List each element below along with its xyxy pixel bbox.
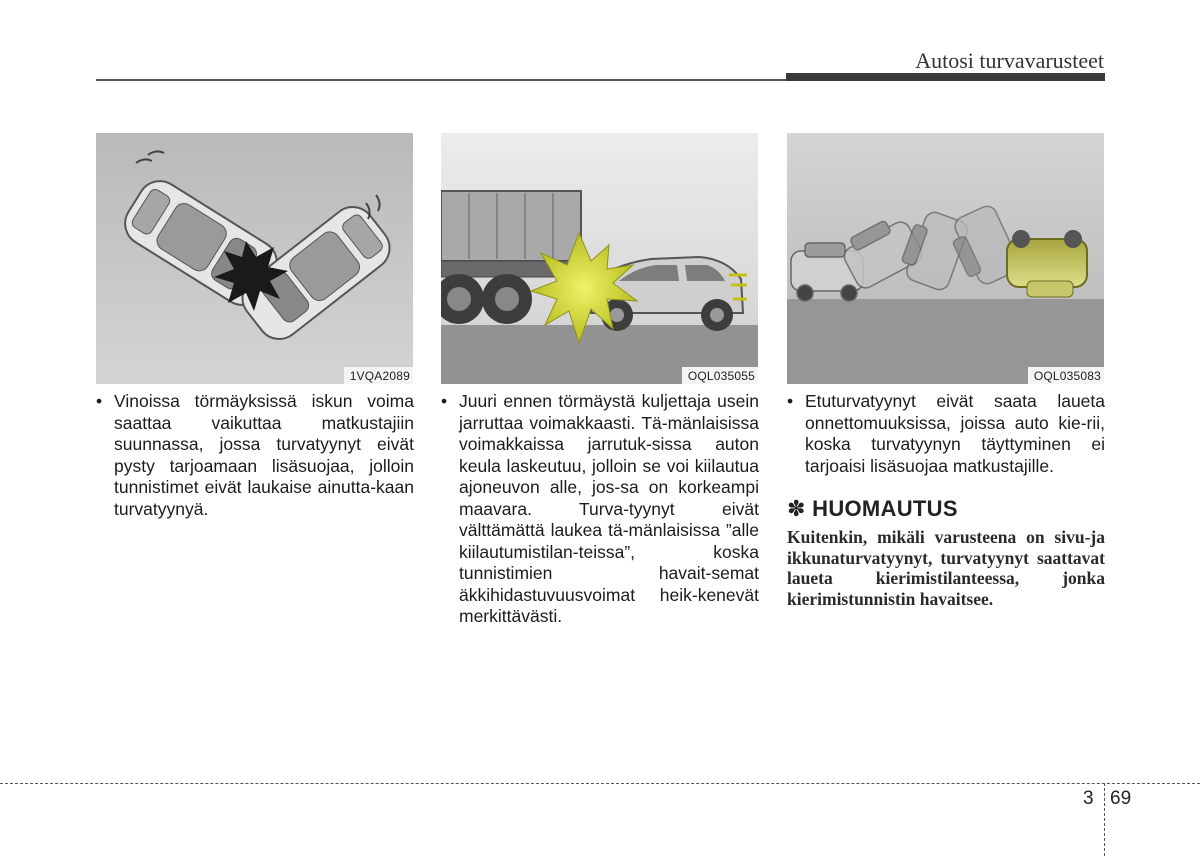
footer-dashed-divider — [1104, 783, 1105, 856]
bullet-oblique-collision — [96, 391, 414, 520]
bullet-braking-underride — [441, 391, 759, 628]
header-rule-thin — [96, 79, 788, 81]
figure-rollover — [787, 133, 1104, 384]
note-body: Kuitenkin, mikäli varusteena on sivu-ja ikkunaturvatyynyt, turvatyynyt saattavat laueta kierimistilanteessa, jonka kierimistunnistin havaitsee. — [787, 527, 1105, 609]
bullet-text: Juuri ennen törmäystä kuljettaja usein jarruttaa voimakkaasti. Tä-mänlaisissa voimakkaissa jarrutuk-sissa auton keula laskeutuu, jolloin se voi kiilautua ajoneuvon alle, jos-sa on korkeampi maavara. Turva-tyynyt eivät välttämättä laukea tä-mänlaisissa ”alle kiilautumistilan-teissa”, koska tunnistimien havait-semat äkkihidastuvuusvoimat heik-kenevät merkittävästi. — [459, 391, 759, 626]
figure-code: OQL035055 — [682, 367, 758, 384]
note-heading: ✽ HUOMAUTUS — [787, 496, 958, 521]
page-header-title: Autosi turvavarusteet — [915, 48, 1104, 73]
chapter-number: 3 — [1083, 788, 1094, 809]
figure-oblique-collision — [96, 133, 413, 384]
bullet-rollover — [787, 391, 1105, 477]
footer-dashed-rule — [0, 783, 1200, 784]
figure-code: OQL035083 — [1028, 367, 1104, 384]
rollover-illustration — [787, 133, 1104, 384]
figure-underride-collision — [441, 133, 758, 384]
figure-code: 1VQA2089 — [344, 367, 413, 384]
underride-collision-illustration — [441, 133, 758, 384]
bullet-marker: • — [787, 391, 794, 411]
overturned-car-icon — [1007, 230, 1087, 297]
page-number: 69 — [1110, 788, 1132, 809]
bullet-marker: • — [441, 391, 448, 411]
bullet-marker: • — [96, 391, 103, 411]
header-rule-thick — [786, 73, 1105, 81]
bullet-text: Etuturvatyynyt eivät saata laueta onnettomuuksissa, joissa auto kie-rii, koska turvatyynyn täyttyminen ei tarjoaisi lisäsuojaa matkustajille. — [805, 391, 1105, 476]
bullet-text: Vinoissa törmäyksissä iskun voima saattaa vaikuttaa matkustajiin suunnassa, jossa turvatyynyt eivät pysty tarjoamaan lisäsuojaa, jolloin tunnistimet eivät laukaise ainutta-kaan turvatyynyä. — [114, 391, 414, 519]
oblique-collision-illustration — [96, 133, 413, 384]
